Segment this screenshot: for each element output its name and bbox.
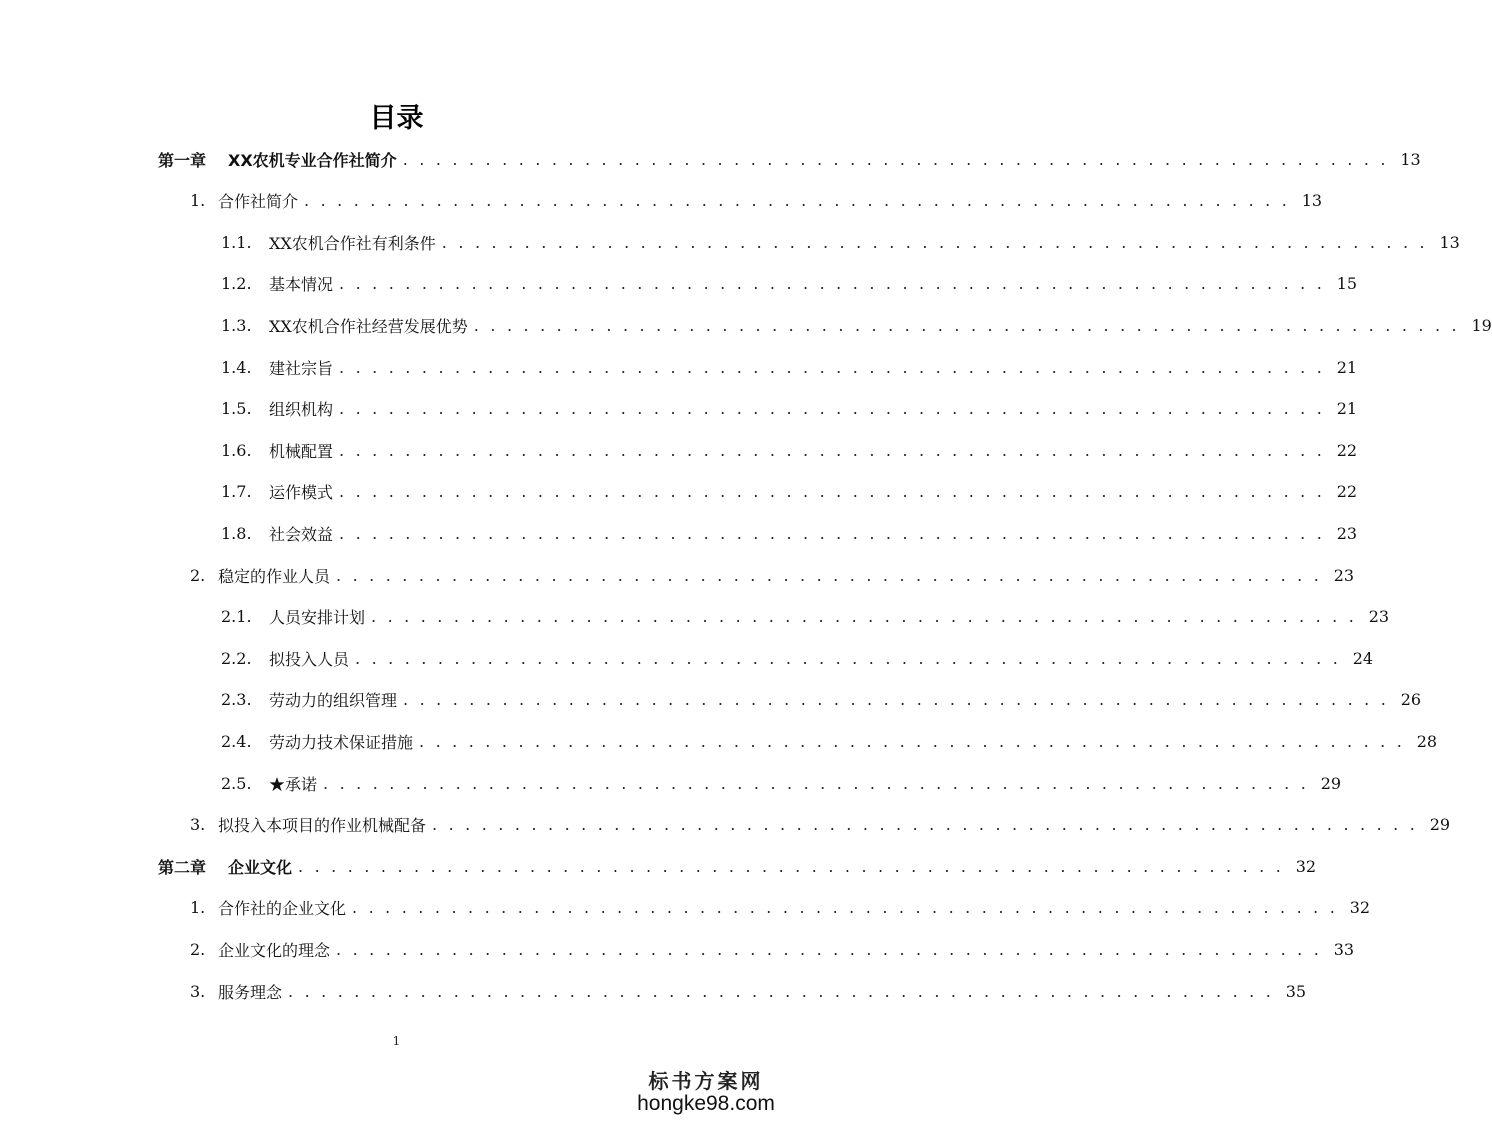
toc-entry-page: 23 — [1336, 523, 1358, 543]
watermark-cn: 标书方案网 — [648, 1069, 764, 1093]
toc-entry-page: 21 — [1336, 357, 1358, 377]
toc-entry-number: 1.7. — [221, 482, 252, 502]
toc-entry-title: 合作社简介 — [218, 192, 299, 212]
toc-entry-title: 组织机构 — [269, 400, 334, 420]
toc-entry-number: 3. — [190, 815, 206, 835]
toc-entry-number: 2.5. — [221, 773, 252, 793]
toc-entry-number: 1.5. — [221, 399, 252, 419]
toc-entry-number: 1.2. — [221, 274, 252, 294]
toc-dot-leader: . . . . . . . . . . . . . . . . . . . . . . . . . . . . . . . . . . . . . . . . . . . . . . . . . . . . . . . . . . . . — [336, 565, 1323, 585]
toc-dot-leader: . . . . . . . . . . . . . . . . . . . . . . . . . . . . . . . . . . . . . . . . . . . . . . . . . . . . . . . . . . . . — [473, 315, 1460, 335]
toc-entry-page: 23 — [1333, 565, 1355, 585]
toc-entry-number: 2.1. — [221, 607, 252, 627]
toc-dot-leader: . . . . . . . . . . . . . . . . . . . . . . . . . . . . . . . . . . . . . . . . . . . . . . . . . . . . . . . . . . . . — [371, 607, 1358, 627]
toc-dot-leader: . . . . . . . . . . . . . . . . . . . . . . . . . . . . . . . . . . . . . . . . . . . . . . . . . . . . . . . . . . . . — [288, 981, 1275, 1001]
toc-entry-number: 2.3. — [221, 690, 252, 710]
toc-entry-title: 劳动力技术保证措施 — [269, 732, 414, 752]
toc-entry-number: 1.6. — [221, 440, 252, 460]
toc-entry-page: 26 — [1400, 690, 1422, 710]
toc-dot-leader: . . . . . . . . . . . . . . . . . . . . . . . . . . . . . . . . . . . . . . . . . . . . . . . . . . . . . . . . . . . . — [336, 939, 1323, 959]
toc-entry-title: 稳定的作业人员 — [218, 566, 331, 586]
toc-dot-leader: . . . . . . . . . . . . . . . . . . . . . . . . . . . . . . . . . . . . . . . . . . . . . . . . . . . . . . . . . . . . — [339, 357, 1326, 377]
toc-entry-number: 1. — [190, 191, 206, 211]
toc-entry[interactable] — [221, 645, 1374, 671]
toc-dot-leader: . . . . . . . . . . . . . . . . . . . . . . . . . . . . . . . . . . . . . . . . . . . . . . . . . . . . . . . . . . . . — [402, 149, 1389, 169]
toc-entry-title: XX农机合作社有利条件 — [269, 233, 436, 253]
toc-entry-page: 29 — [1429, 815, 1451, 835]
toc-dot-leader: . . . . . . . . . . . . . . . . . . . . . . . . . . . . . . . . . . . . . . . . . . . . . . . . . . . . . . . . . . . . — [298, 856, 1285, 876]
toc-entry-number: 1.8. — [221, 523, 252, 543]
toc-entry-number: 1.1. — [221, 232, 252, 252]
toc-entry-page: 13 — [1439, 232, 1460, 252]
watermark-logo — [631, 1065, 781, 1116]
toc-entry[interactable] — [221, 604, 1390, 630]
toc-entry-number: 1. — [190, 898, 206, 918]
toc-dot-leader: . . . . . . . . . . . . . . . . . . . . . . . . . . . . . . . . . . . . . . . . . . . . . . . . . . . . . . . . . . . . — [432, 815, 1419, 835]
toc-chapter-entry[interactable] — [158, 853, 1317, 879]
toc-entry-page: 15 — [1336, 274, 1358, 294]
toc-entry-page: 32 — [1295, 856, 1317, 876]
toc-entry-number: 1.4. — [221, 357, 252, 377]
toc-entry-title: 人员安排计划 — [269, 608, 366, 628]
toc-entry-page: 24 — [1352, 648, 1374, 668]
toc-entry-page: 28 — [1416, 731, 1438, 751]
toc-entry-number: 1.3. — [221, 315, 252, 335]
toc-entry-page: 22 — [1336, 482, 1358, 502]
toc-entry-title: 机械配置 — [269, 441, 334, 461]
toc-entry[interactable] — [221, 770, 1342, 796]
toc-entry[interactable] — [190, 978, 1307, 1004]
toc-entry-number: 2. — [190, 939, 206, 959]
toc-entry-title: 社会效益 — [269, 524, 334, 544]
toc-dot-leader: . . . . . . . . . . . . . . . . . . . . . . . . . . . . . . . . . . . . . . . . . . . . . . . . . . . . . . . . . . . . — [339, 399, 1326, 419]
toc-entry-title: 拟投入人员 — [269, 649, 350, 669]
watermark-en: hongke98.com — [637, 1092, 775, 1115]
toc-entry-title: 企业文化的理念 — [218, 940, 331, 960]
toc-entry-title: 基本情况 — [269, 275, 334, 295]
toc-entry-title: XX农机专业合作社简介 — [228, 150, 397, 170]
toc-entry-number: 第一章 — [158, 150, 207, 170]
toc-entry-title: 合作社的企业文化 — [218, 899, 347, 919]
toc-entry-number: 2.2. — [221, 648, 252, 668]
toc-entry-title: 劳动力的组织管理 — [269, 691, 398, 711]
toc-entry-title: 运作模式 — [269, 483, 334, 503]
toc-entry-page: 29 — [1320, 773, 1342, 793]
toc-dot-leader: . . . . . . . . . . . . . . . . . . . . . . . . . . . . . . . . . . . . . . . . . . . . . . . . . . . . . . . . . . . . — [419, 731, 1406, 751]
page-number: 1 — [392, 1034, 401, 1048]
toc-dot-leader: . . . . . . . . . . . . . . . . . . . . . . . . . . . . . . . . . . . . . . . . . . . . . . . . . . . . . . . . . . . . — [339, 440, 1326, 460]
toc-entry[interactable] — [221, 396, 1358, 422]
toc-entry[interactable] — [190, 562, 1355, 588]
toc-entry-title: 建社宗旨 — [269, 358, 334, 378]
toc-entry-title: XX农机合作社经营发展优势 — [269, 316, 468, 336]
toc-entry[interactable] — [221, 479, 1358, 505]
toc-dot-leader: . . . . . . . . . . . . . . . . . . . . . . . . . . . . . . . . . . . . . . . . . . . . . . . . . . . . . . . . . . . . — [403, 690, 1390, 710]
toc-entry[interactable] — [190, 188, 1323, 214]
toc-entry-title: ★承诺 — [269, 774, 318, 794]
toc-dot-leader: . . . . . . . . . . . . . . . . . . . . . . . . . . . . . . . . . . . . . . . . . . . . . . . . . . . . . . . . . . . . — [304, 191, 1291, 211]
toc-entry-title: 拟投入本项目的作业机械配备 — [218, 816, 427, 836]
toc-entry[interactable] — [190, 812, 1451, 838]
toc-entry-page: 21 — [1336, 399, 1358, 419]
toc-entry-page: 32 — [1349, 898, 1371, 918]
toc-entry-page: 19 — [1471, 315, 1492, 335]
toc-dot-leader: . . . . . . . . . . . . . . . . . . . . . . . . . . . . . . . . . . . . . . . . . . . . . . . . . . . . . . . . . . . . — [355, 648, 1342, 668]
toc-entry[interactable] — [190, 936, 1355, 962]
toc-dot-leader: . . . . . . . . . . . . . . . . . . . . . . . . . . . . . . . . . . . . . . . . . . . . . . . . . . . . . . . . . . . . — [339, 274, 1326, 294]
toc-entry[interactable] — [221, 312, 1492, 338]
toc-dot-leader: . . . . . . . . . . . . . . . . . . . . . . . . . . . . . . . . . . . . . . . . . . . . . . . . . . . . . . . . . . . . — [339, 482, 1326, 502]
toc-chapter-entry[interactable] — [158, 146, 1421, 172]
toc-entry[interactable] — [221, 687, 1422, 713]
toc-entry-title: 服务理念 — [218, 982, 283, 1002]
toc-entry[interactable] — [221, 229, 1460, 255]
toc-entry-number: 3. — [190, 981, 206, 1001]
toc-entry[interactable] — [221, 520, 1358, 546]
toc-entry-page: 23 — [1368, 607, 1390, 627]
toc-title: 目录 — [369, 103, 424, 134]
toc-entry[interactable] — [221, 437, 1358, 463]
toc-entry-page: 13 — [1400, 149, 1421, 169]
toc-dot-leader: . . . . . . . . . . . . . . . . . . . . . . . . . . . . . . . . . . . . . . . . . . . . . . . . . . . . . . . . . . . . — [323, 773, 1310, 793]
toc-dot-leader: . . . . . . . . . . . . . . . . . . . . . . . . . . . . . . . . . . . . . . . . . . . . . . . . . . . . . . . . . . . . — [441, 232, 1428, 252]
toc-entry[interactable] — [221, 271, 1358, 297]
toc-entry[interactable] — [221, 354, 1358, 380]
toc-entry-title: 企业文化 — [228, 857, 293, 877]
toc-entry-number: 2.4. — [221, 731, 252, 751]
toc-entry[interactable] — [221, 728, 1438, 754]
toc-entry-number: 2. — [190, 565, 206, 585]
toc-entry-page: 35 — [1285, 981, 1307, 1001]
toc-entry[interactable] — [190, 895, 1371, 921]
toc-dot-leader: . . . . . . . . . . . . . . . . . . . . . . . . . . . . . . . . . . . . . . . . . . . . . . . . . . . . . . . . . . . . — [339, 523, 1326, 543]
toc-entry-page: 22 — [1336, 440, 1358, 460]
toc-entry-number: 第二章 — [158, 857, 207, 877]
toc-entry-page: 13 — [1301, 191, 1323, 211]
toc-dot-leader: . . . . . . . . . . . . . . . . . . . . . . . . . . . . . . . . . . . . . . . . . . . . . . . . . . . . . . . . . . . . — [352, 898, 1339, 918]
toc-entry-page: 33 — [1333, 939, 1355, 959]
